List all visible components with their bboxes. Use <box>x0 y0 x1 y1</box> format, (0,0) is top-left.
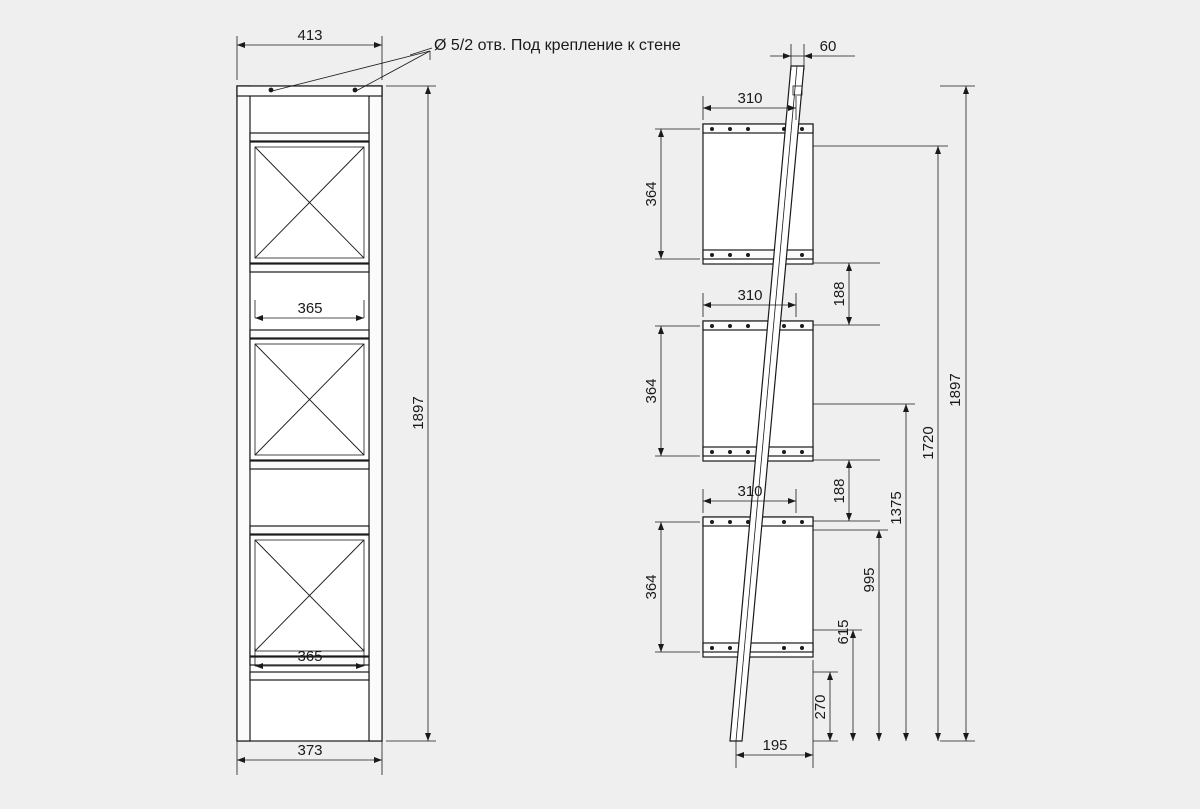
side-view-geometry <box>703 44 813 741</box>
dim-side-base-offset: 195 <box>762 737 788 754</box>
dim-front-bottom-width: 373 <box>297 742 323 759</box>
dim-side-height-270: 270 <box>812 694 829 720</box>
dim-side-height-top: 364 <box>643 181 660 207</box>
dim-side-height-1720: 1720 <box>920 426 937 460</box>
dim-side-gap-upper: 188 <box>831 281 848 307</box>
dim-side-height-1375: 1375 <box>888 491 905 525</box>
dim-side-panel-width-bottom: 310 <box>737 483 763 500</box>
dim-side-panel-width-top: 310 <box>737 90 763 107</box>
dim-front-top-width: 413 <box>297 27 323 44</box>
wall-mount-note: Ø 5/2 отв. Под крепление к стене <box>434 37 681 54</box>
dim-side-panel-width-middle: 310 <box>737 287 763 304</box>
dim-front-shelf-lower: 365 <box>297 648 323 665</box>
dim-side-height-bottom: 364 <box>643 574 660 600</box>
front-view-geometry <box>237 48 432 741</box>
dim-side-height-615: 615 <box>835 619 852 645</box>
dim-front-total-height: 1897 <box>410 396 427 430</box>
dim-side-height-middle: 364 <box>643 378 660 404</box>
dim-front-shelf-upper: 365 <box>297 300 323 317</box>
dim-side-height-995: 995 <box>861 567 878 593</box>
dim-side-gap-lower: 188 <box>831 478 848 504</box>
dim-side-height-1897: 1897 <box>947 373 964 407</box>
dim-side-depth-top: 60 <box>819 38 837 55</box>
